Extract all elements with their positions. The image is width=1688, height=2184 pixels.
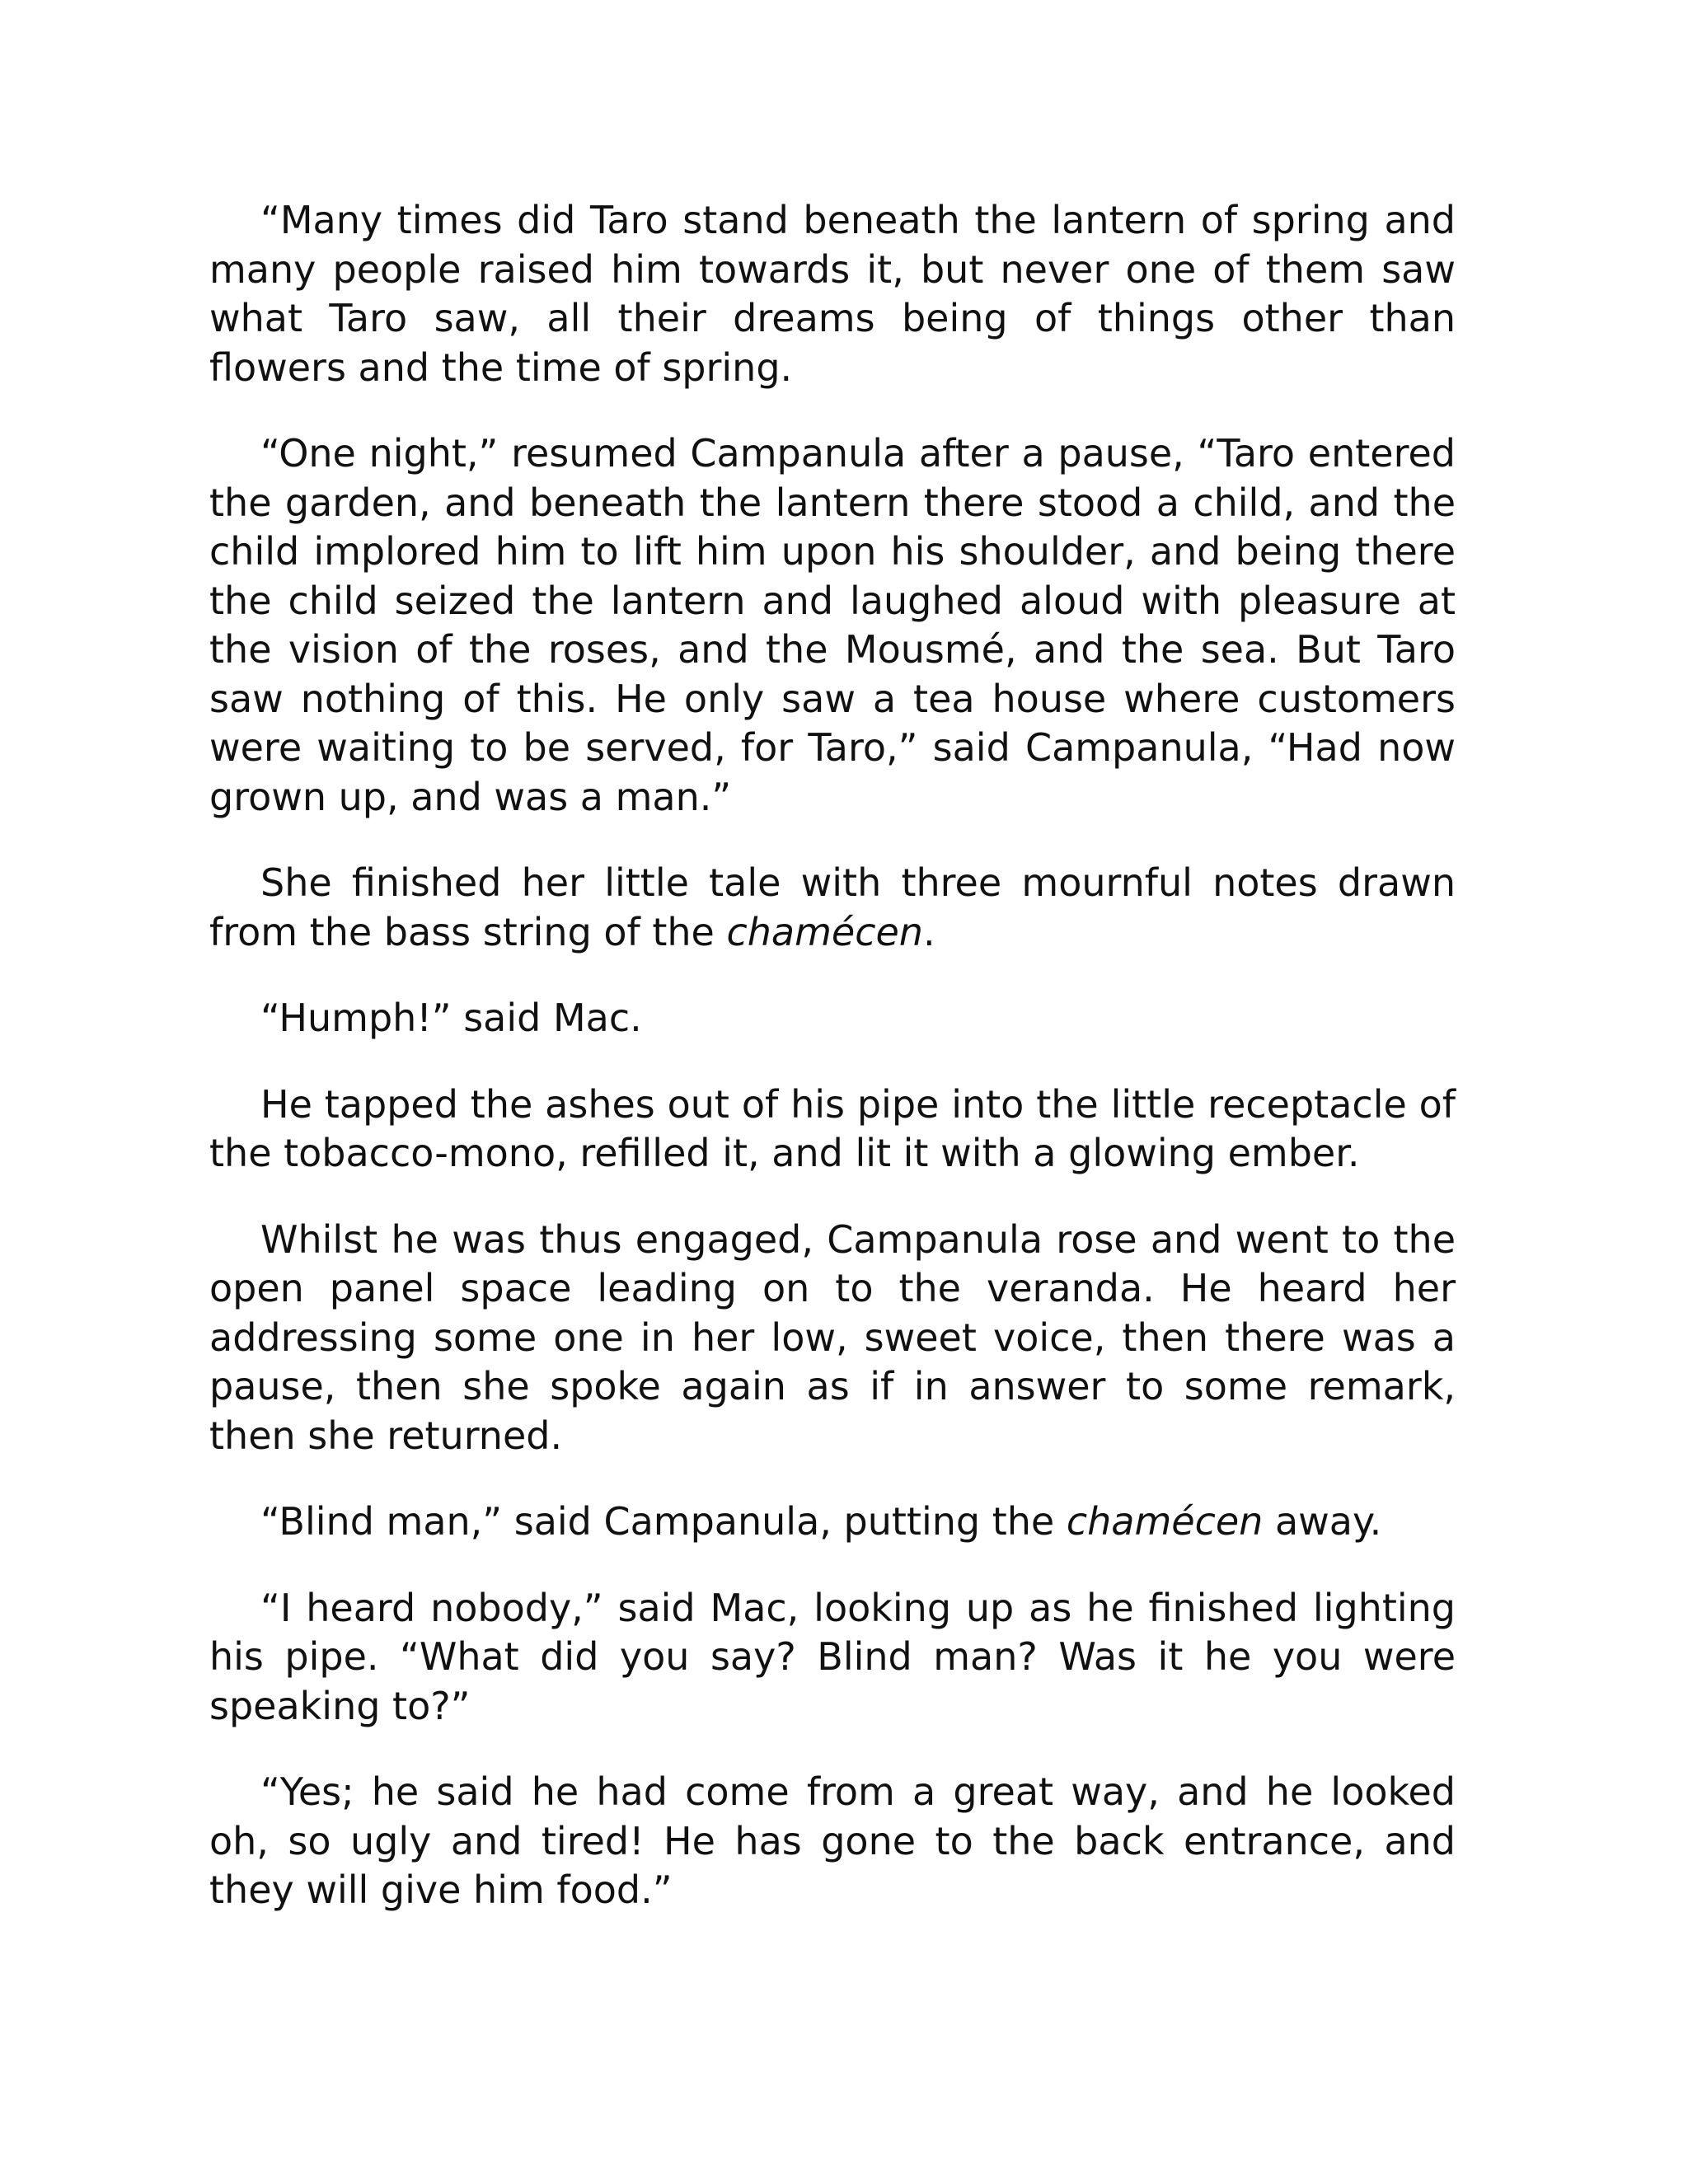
paragraph-one-night: “One night,” resumed Campanula after a pause, “Taro entered the garden, and beneath the lantern there stood a child, and the child implored him to lift him upon his shoulder, and being there the child seized the lantern and laughed aloud with pleasure at the vision of the roses, and the Mousmé, and the sea. But Taro saw nothing of this. He only saw a tea house where customers were waiting to be served, for Taro,” said Campanula, “Had now grown up, and was a man.” [209, 431, 1456, 819]
paragraph-lantern-of-spring: “Many times did Taro stand beneath the lantern of spring and many people raised him towards it, but never one of them saw what Taro saw, all their dreams being of things other than flowers and the time of spring. [209, 198, 1456, 390]
paragraph-finished-tale-text: She finished her little tale with three mournful notes drawn from the bass string of the [209, 860, 1456, 954]
paragraph-finished-tale-end: . [922, 909, 935, 954]
paragraph-blind-man-end: away. [1263, 1499, 1382, 1544]
paragraph-finished-tale [209, 859, 1456, 957]
paragraph-humph: “Humph!” said Mac. [260, 996, 642, 1040]
paragraph-whilst-engaged: Whilst he was thus engaged, Campanula rose and went to the open panel space leading on to the veranda. He heard her addressing some one in her low, sweet voice, then there was a pause, then she spoke again as if in answer to some remark, then she returned. [209, 1216, 1456, 1458]
body-text [209, 196, 1456, 1952]
paragraph-heard-nobody: “I heard nobody,” said Mac, looking up as he finished lighting his pipe. “What did you say? Blind man? Was it he you were speaking to?” [209, 1585, 1456, 1728]
paragraph-yes-great-way: “Yes; he said he had come from a great way, and he looked oh, so ugly and tired! He has gone to the back entrance, and they will give him food.” [209, 1769, 1456, 1912]
paragraph-blind-man-text: “Blind man,” said Campanula, putting the [260, 1499, 1067, 1544]
paragraph-blind-man [209, 1497, 1456, 1547]
italic-word-chamecen: chamécen [726, 909, 923, 954]
paragraph-tapped-ashes: He tapped the ashes out of his pipe into the little receptacle of the tobacco-mono, refilled it, and lit it with a glowing ember. [209, 1081, 1456, 1175]
italic-word-chamecen: chamécen [1066, 1499, 1264, 1544]
